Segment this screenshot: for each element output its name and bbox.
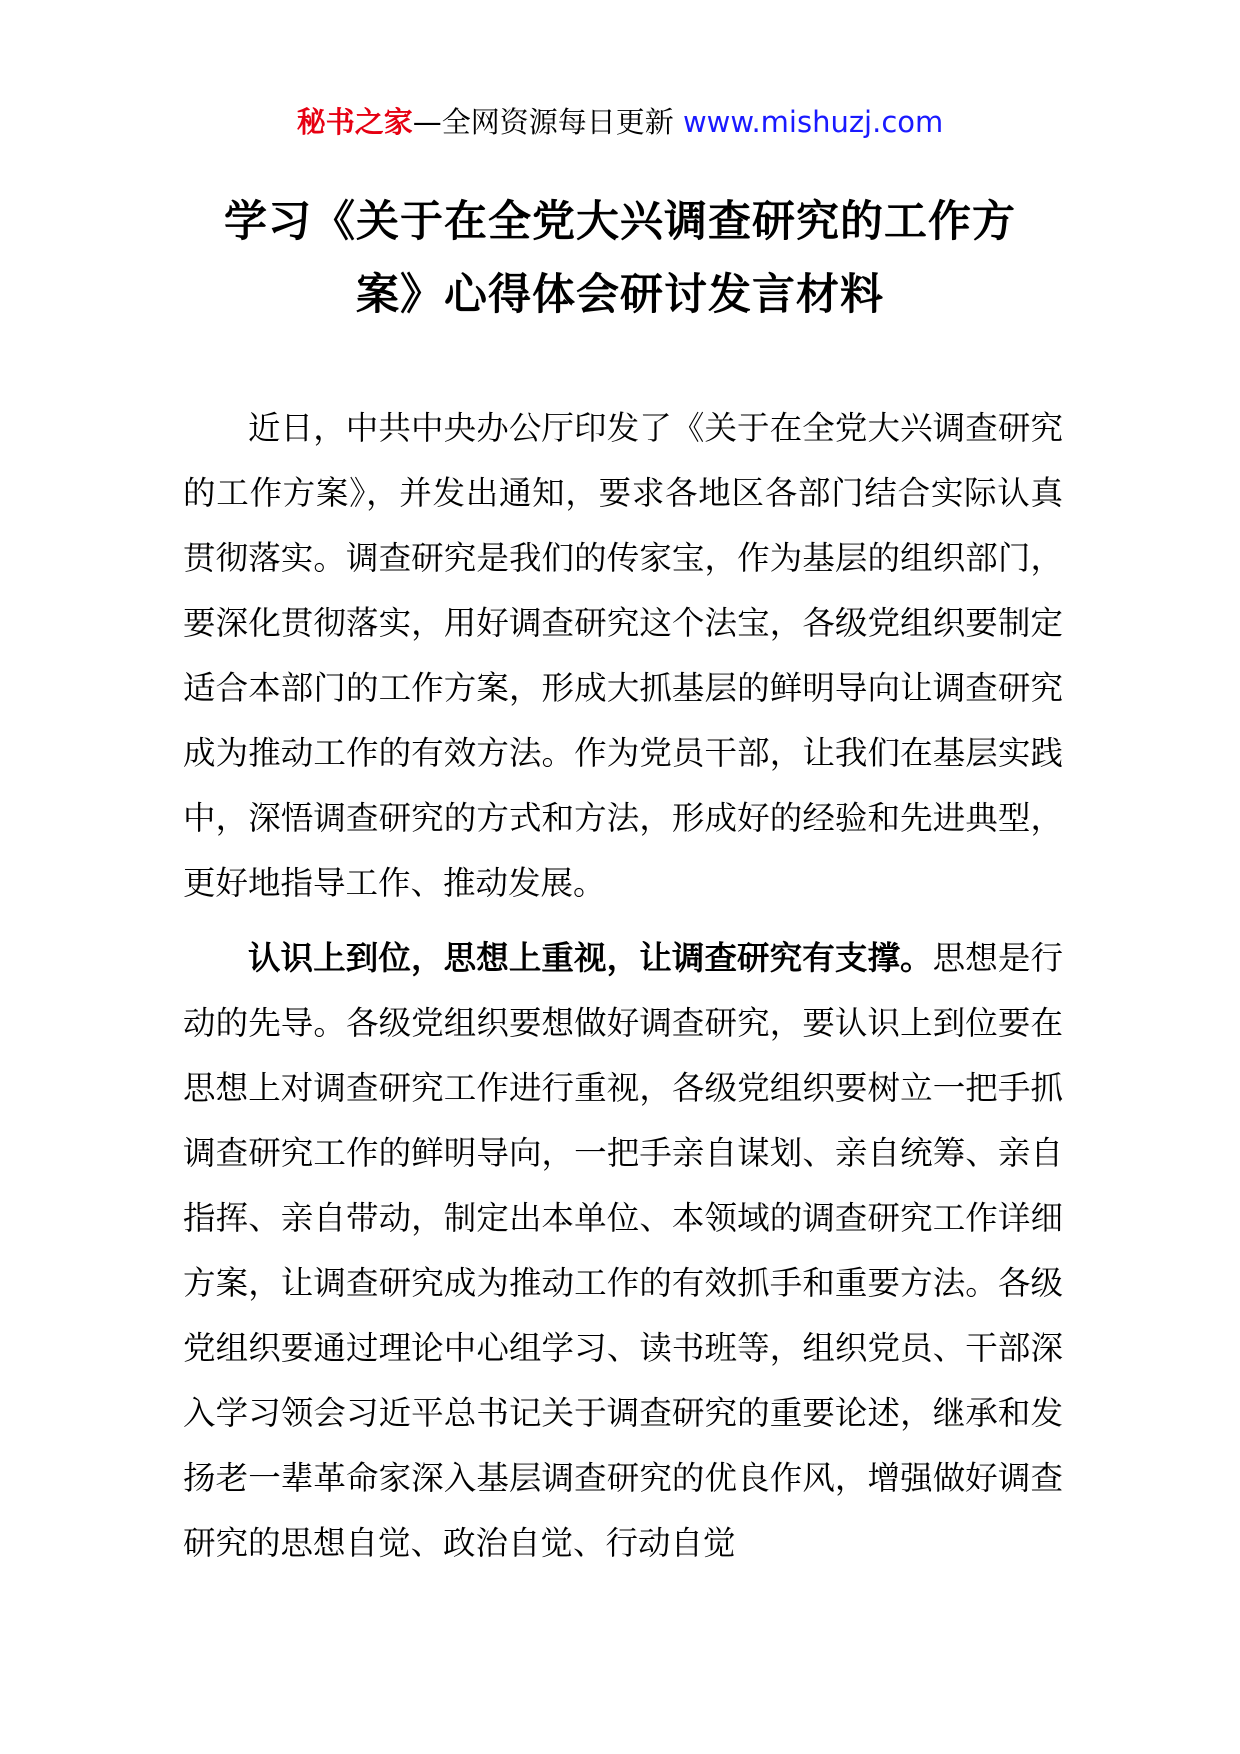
site-url-link[interactable]: www.mishuzj.com (682, 105, 944, 139)
paragraph-lead: 认识上到位，思想上重视，让调查研究有支撑。 (248, 939, 933, 977)
paragraph (183, 396, 1063, 916)
document-title (120, 186, 1120, 332)
site-tagline: —全网资源每日更新 (412, 105, 683, 139)
document-title-line-2: 案》心得体会研讨发言材料 (356, 270, 884, 320)
paragraph-text: 思想是行动的先导。各级党组织要想做好调查研究，要认识上到位要在思想上对调查研究工作进行重视，各级党组织要树立一把手抓调查研究工作的鲜明导向，一把手亲自谋划、亲自统筹、亲自指挥、亲自带动，制定出本单位、本领域的调查研究工作详细方案，让调查研究成为推动工作的有效抓手和重要方法。各级党组织要通过理论中心组学习、读书班等，组织党员、干部深入学习领会习近平总书记关于调查研究的重要论述，继承和发扬老一辈革命家深入基层调查研究的优良作风，增强做好调查研究的思想自觉、政治自觉、行动自觉 (183, 939, 1063, 1562)
paragraph-intro (183, 396, 1063, 916)
document-title-line-1: 学习《关于在全党大兴调查研究的工作方 (224, 197, 1016, 247)
paragraph-text: 近日，中共中央办公厅印发了《关于在全党大兴调查研究的工作方案》，并发出通知，要求各地区各部门结合实际认真贯彻落实。调查研究是我们的传家宝，作为基层的组织部门，要深化贯彻落实，用好调查研究这个法宝，各级党组织要制定适合本部门的工作方案，形成大抓基层的鲜明导向让调查研究成为推动工作的有效方法。作为党员干部，让我们在基层实践中，深悟调查研究的方式和方法，形成好的经验和先进典型，更好地指导工作、推动发展。 (183, 409, 1063, 902)
paragraph (183, 926, 1063, 1576)
site-brand: 秘书之家 (296, 105, 413, 139)
paragraph-section-1 (183, 926, 1063, 1576)
site-header (0, 102, 1240, 142)
